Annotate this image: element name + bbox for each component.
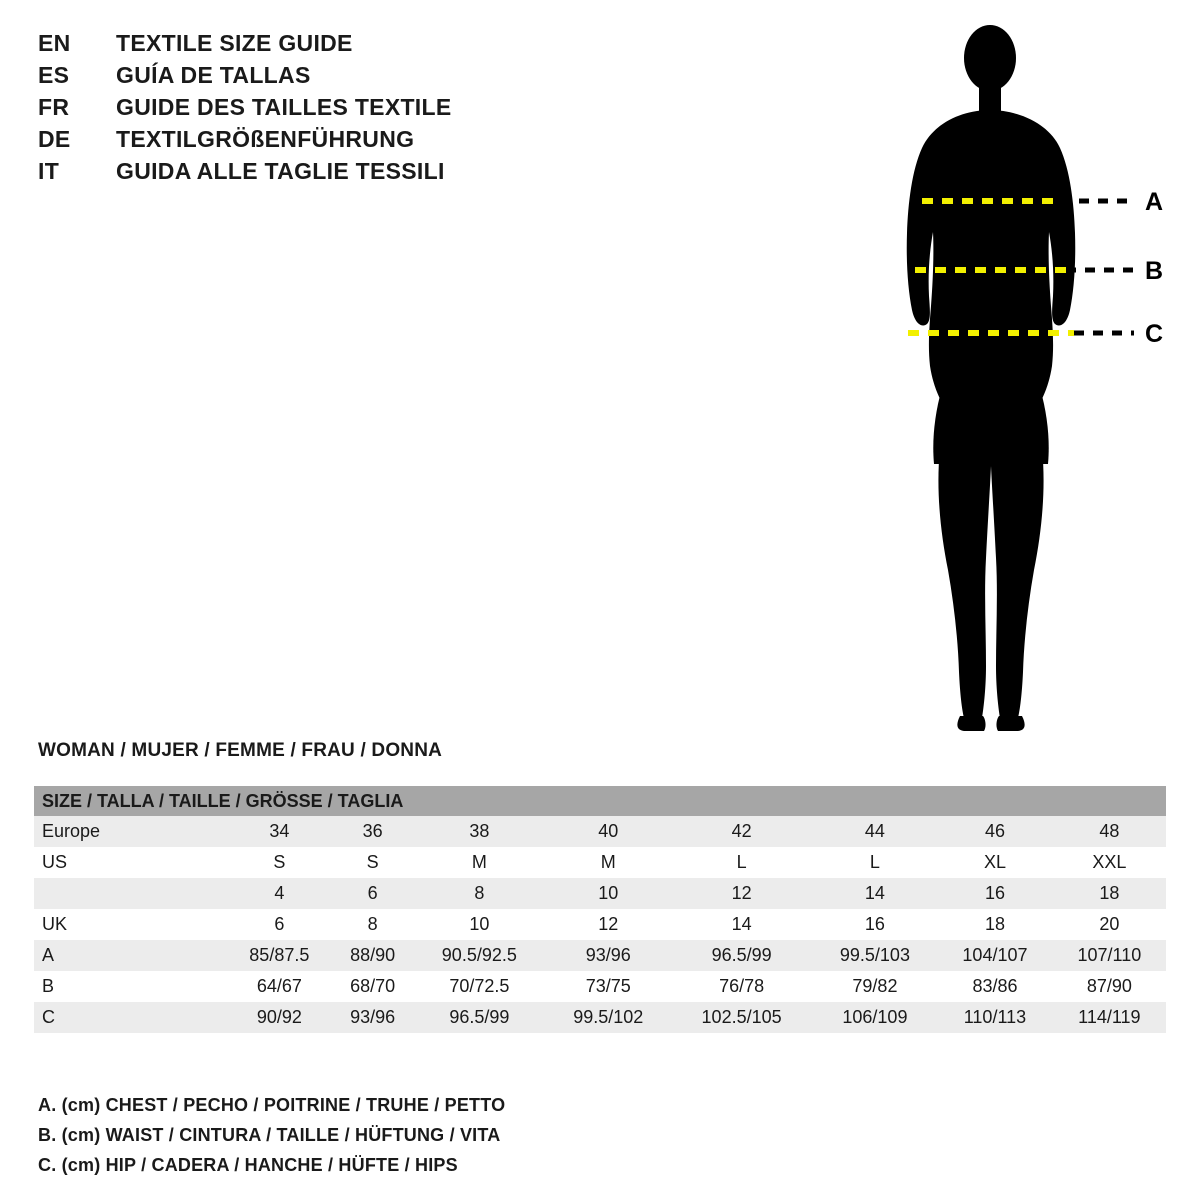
row-label [34,878,226,909]
row-label: UK [34,909,226,940]
row-label: Europe [34,816,226,847]
table-cell: 99.5/102 [546,1002,670,1033]
table-cell: 114/119 [1053,1002,1166,1033]
table-cell: 42 [670,816,812,847]
measure-label-b: B [1145,257,1164,285]
measure-label-a: A [1145,188,1164,216]
title-language-code: FR [38,94,70,120]
table-cell: 10 [546,878,670,909]
table-cell: 93/96 [546,940,670,971]
table-cell: 4 [226,878,333,909]
table-cell: 102.5/105 [670,1002,812,1033]
table-cell: 14 [813,878,937,909]
title-block [38,30,558,190]
title-text: TEXTILE SIZE GUIDE [116,30,353,56]
table-cell: 76/78 [670,971,812,1002]
table-cell: 8 [333,909,413,940]
table-cell: S [333,847,413,878]
section-heading: WOMAN / MUJER / FEMME / FRAU / DONNA [38,740,443,761]
table-cell: 18 [1053,878,1166,909]
table-row [34,816,1166,847]
table-row [34,1002,1166,1033]
table-cell: 64/67 [226,971,333,1002]
title-language-code: IT [38,158,60,184]
table-cell: XL [937,847,1053,878]
table-cell: 8 [413,878,546,909]
table-cell: 44 [813,816,937,847]
table-row [34,909,1166,940]
table-cell: 93/96 [333,1002,413,1033]
title-row [38,62,558,94]
table-cell: XXL [1053,847,1166,878]
row-label: C [34,1002,226,1033]
table-cell: 106/109 [813,1002,937,1033]
table-cell: 85/87.5 [226,940,333,971]
table-cell: 73/75 [546,971,670,1002]
table-cell: 90.5/92.5 [413,940,546,971]
title-row [38,126,558,158]
title-row [38,94,558,126]
table-cell: 14 [670,909,812,940]
table-row [34,940,1166,971]
table-header-label: SIZE / TALLA / TAILLE / GRÖSSE / TAGLIA [34,786,1166,816]
title-row [38,158,558,190]
title-language-code: ES [38,62,70,88]
row-label: B [34,971,226,1002]
size-table-container [34,786,1166,1033]
table-cell: 10 [413,909,546,940]
legend-line-b: B. (cm) WAIST / CINTURA / TAILLE / HÜFTUNG / VITA [38,1125,501,1145]
table-cell: M [413,847,546,878]
measurement-legend [38,1090,738,1180]
row-label: US [34,847,226,878]
table-cell: L [670,847,812,878]
body-measurement-figure [860,18,1190,738]
table-cell: 99.5/103 [813,940,937,971]
female-body-silhouette-svg [860,18,1190,738]
title-text: GUÍA DE TALLAS [116,62,311,88]
row-label: A [34,940,226,971]
table-cell: 34 [226,816,333,847]
table-cell: 18 [937,909,1053,940]
table-cell: 79/82 [813,971,937,1002]
table-cell: 16 [813,909,937,940]
legend-line-c: C. (cm) HIP / CADERA / HANCHE / HÜFTE / HIPS [38,1155,458,1175]
table-cell: 6 [226,909,333,940]
table-cell: 107/110 [1053,940,1166,971]
table-cell: 12 [670,878,812,909]
table-header-row [34,786,1166,816]
table-cell: 20 [1053,909,1166,940]
title-language-code: DE [38,126,71,152]
table-cell: S [226,847,333,878]
table-cell: M [546,847,670,878]
title-text: TEXTILGRÖßENFÜHRUNG [116,126,415,152]
table-cell: 36 [333,816,413,847]
size-table [34,786,1166,1033]
table-cell: 38 [413,816,546,847]
table-cell: 16 [937,878,1053,909]
title-language-code: EN [38,30,71,56]
table-cell: 104/107 [937,940,1053,971]
table-cell: 87/90 [1053,971,1166,1002]
table-row [34,878,1166,909]
table-cell: 88/90 [333,940,413,971]
table-cell: 6 [333,878,413,909]
table-cell: 46 [937,816,1053,847]
table-row [34,971,1166,1002]
silhouette-shape [907,25,1076,731]
table-cell: 96.5/99 [670,940,812,971]
legend-line-a: A. (cm) CHEST / PECHO / POITRINE / TRUHE / PETTO [38,1095,506,1115]
table-cell: 40 [546,816,670,847]
table-cell: 90/92 [226,1002,333,1033]
table-cell: 70/72.5 [413,971,546,1002]
table-cell: 12 [546,909,670,940]
table-cell: L [813,847,937,878]
table-cell: 48 [1053,816,1166,847]
table-cell: 96.5/99 [413,1002,546,1033]
title-text: GUIDE DES TAILLES TEXTILE [116,94,452,120]
table-cell: 110/113 [937,1002,1053,1033]
table-cell: 68/70 [333,971,413,1002]
measure-label-c: C [1145,320,1164,348]
title-text: GUIDA ALLE TAGLIE TESSILI [116,158,445,184]
table-row [34,847,1166,878]
table-cell: 83/86 [937,971,1053,1002]
title-row [38,30,558,62]
